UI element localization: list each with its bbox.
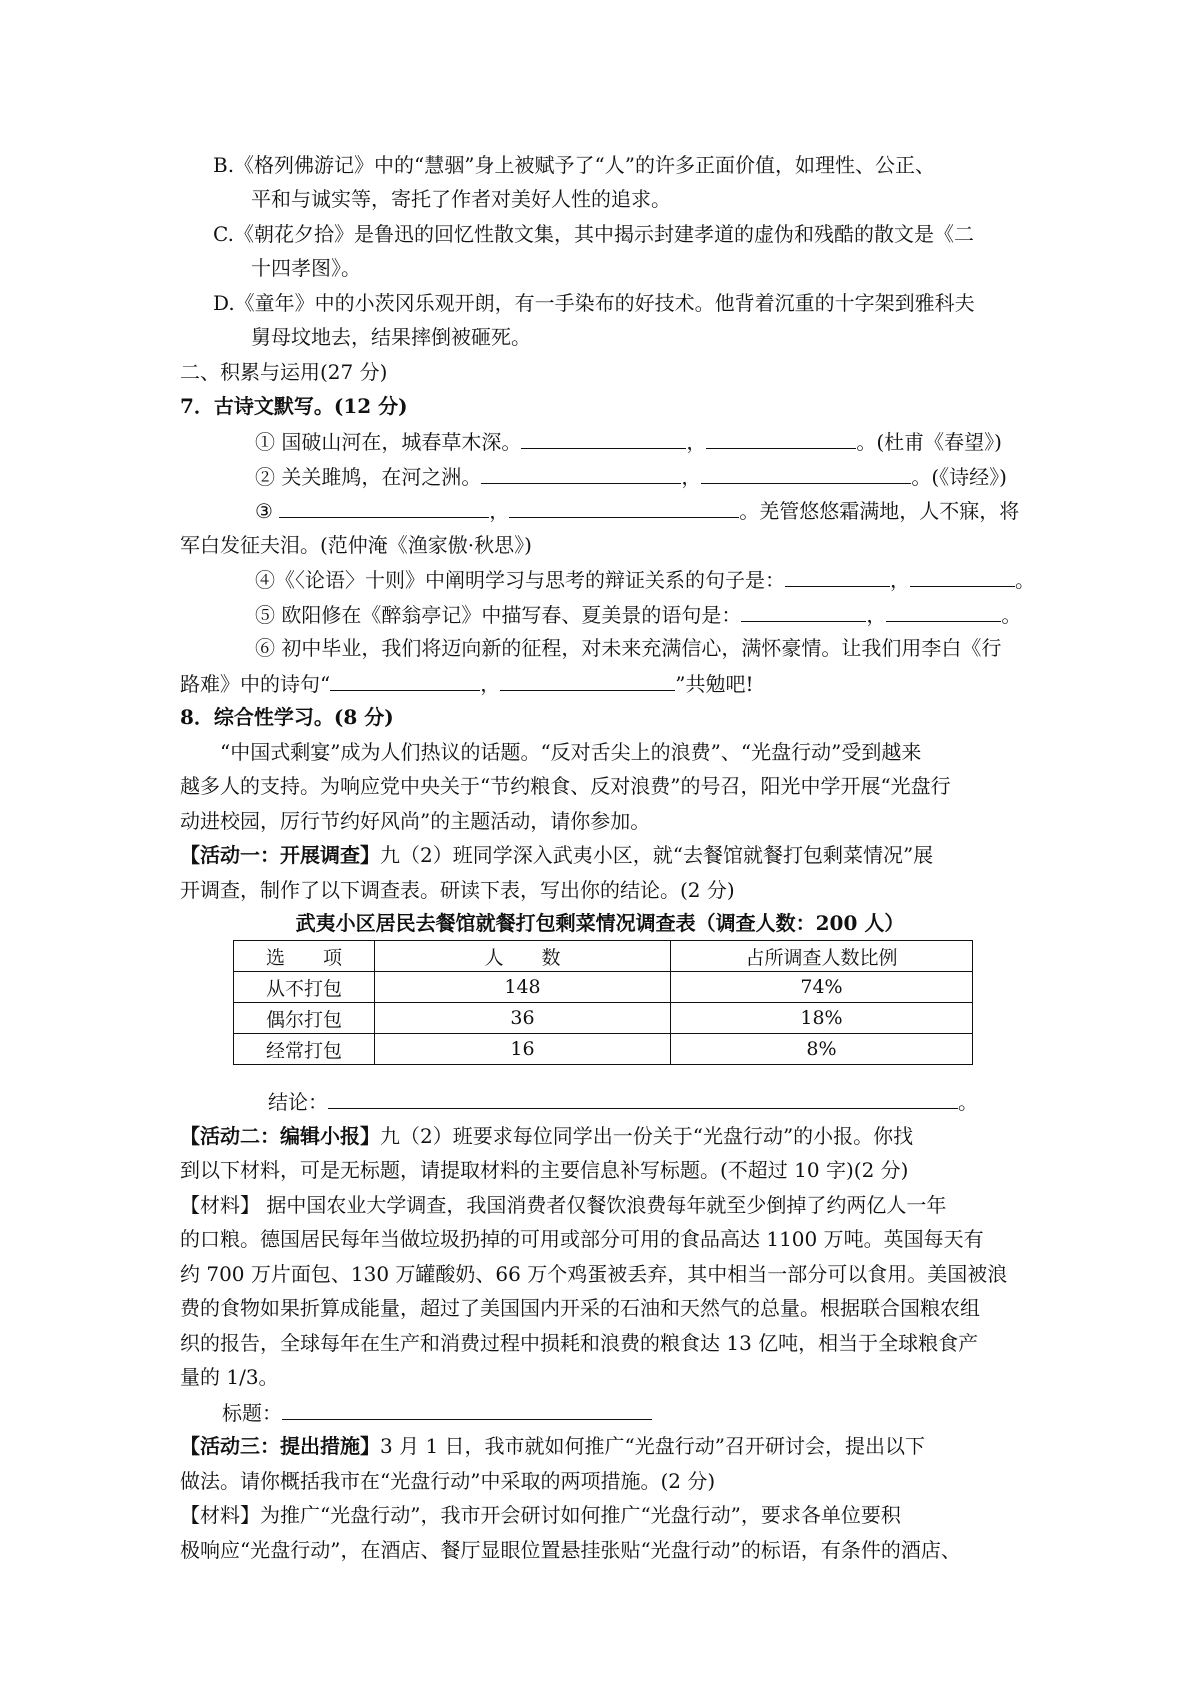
q7-item-6-line2: [180, 668, 754, 699]
q7-item-4: [255, 564, 1035, 595]
answer-blank[interactable]: [886, 599, 1001, 622]
answer-blank[interactable]: [509, 495, 739, 518]
option-d-line1: D.《童年》中的小茨冈乐观开朗，有一手染布的好技术。他背着沉重的十字架到雅科夫: [213, 291, 975, 315]
q8-intro-line3: 动进校园，厉行节约好风尚”的主题活动，请你参加。: [180, 809, 651, 833]
title-line: [222, 1397, 652, 1428]
title-answer-blank[interactable]: [282, 1397, 652, 1420]
material-2-text: 为推广“光盘行动”，我市开会研讨如何推广“光盘行动”，要求各单位要积: [260, 1503, 901, 1527]
table-row: [234, 1034, 973, 1065]
q7-item-3: [255, 495, 1019, 526]
answer-blank[interactable]: [785, 564, 890, 587]
material-1-line1: [180, 1190, 946, 1220]
table-cell: 16: [375, 1034, 671, 1065]
material-1-line4: 费的食物如果折算成能量，超过了美国国内开采的石油和天然气的总量。根据联合国粮农组: [180, 1296, 980, 1320]
activity-2-line2: 到以下材料，可是无标题，请提取材料的主要信息补写标题。(不超过 10 字)(2 分): [180, 1158, 909, 1182]
q7-item-3-line2: 军白发征夫泪。(范仲淹《渔家傲·秋思》): [180, 533, 532, 557]
q7-item-6-line1: ⑥ 初中毕业，我们将迈向新的征程，对未来充满信心，满怀豪情。让我们用李白《行: [255, 636, 1002, 660]
q7-item-1: [255, 426, 1002, 457]
option-c-line1: C.《朝花夕拾》是鲁迅的回忆性散文集，其中揭示封建孝道的虚伪和残酷的散文是《二: [213, 222, 974, 246]
activity-2-label: 【活动二：编辑小报】: [180, 1124, 380, 1148]
answer-blank[interactable]: [706, 426, 856, 449]
material-2-label: 【材料】: [180, 1503, 260, 1527]
separator: ，: [866, 603, 887, 627]
activity-2-line1: [180, 1121, 913, 1151]
activity-1-line2: 开调查，制作了以下调查表。研读下表，写出你的结论。(2 分): [180, 878, 735, 902]
table-header-option: 选 项: [234, 941, 375, 972]
activity-1-text: 九（2）班同学深入武夷小区，就“去餐馆就餐打包剩菜情况”展: [380, 843, 934, 867]
activity-1-line1: [180, 840, 933, 870]
table-cell: 从不打包: [234, 972, 375, 1003]
q7-item-6-text: 路难》中的诗句“: [180, 672, 331, 696]
separator: ，: [890, 568, 910, 592]
activity-3-label: 【活动三：提出措施】: [180, 1434, 380, 1458]
material-1-line5: 织的报告，全球每年在生产和消费过程中损耗和浪费的粮食达 13 亿吨，相当于全球粮食产: [180, 1331, 979, 1355]
material-1-label: 【材料】: [180, 1193, 260, 1217]
q8-intro-line1: “中国式剩宴”成为人们热议的话题。“反对舌尖上的浪费”、“光盘行动”受到越来: [220, 740, 922, 764]
material-1-line6: 量的 1/3。: [180, 1365, 279, 1389]
q7-item-5-text: ⑤ 欧阳修在《醉翁亭记》中描写春、夏美景的语句是：: [255, 603, 742, 627]
material-2-line2: 极响应“光盘行动”，在酒店、餐厅显眼位置悬挂张贴“光盘行动”的标语，有条件的酒店、: [180, 1538, 961, 1562]
answer-blank[interactable]: [521, 426, 686, 449]
activity-3-line1: [180, 1431, 925, 1461]
option-d-line2: 舅母坟地去，结果摔倒被砸死。: [251, 325, 531, 349]
answer-blank[interactable]: [701, 461, 911, 484]
option-b-line2: 平和与诚实等，寄托了作者对美好人性的追求。: [251, 187, 671, 211]
conclusion-line: [268, 1086, 978, 1117]
table-header-row: [234, 941, 973, 972]
title-label: 标题：: [222, 1401, 282, 1425]
table-row: [234, 972, 973, 1003]
activity-1-label: 【活动一：开展调查】: [180, 843, 380, 867]
q7-item-3-text: ③: [255, 499, 280, 523]
table-caption: 武夷小区居民去餐馆就餐打包剩菜情况调查表（调查人数：200 人）: [295, 911, 905, 935]
activity-3-text: 3 月 1 日，我市就如何推广“光盘行动”召开研讨会，提出以下: [380, 1434, 925, 1458]
q7-item-3-continuation: 。羌管悠悠霜满地，人不寐，将: [739, 499, 1020, 523]
answer-blank[interactable]: [330, 668, 480, 691]
q7-item-4-text: ④《〈论语〉十则》中阐明学习与思考的辩证关系的句子是：: [255, 568, 785, 592]
q7-item-6-end: ”共勉吧!: [675, 672, 754, 696]
activity-2-text: 九（2）班要求每位同学出一份关于“光盘行动”的小报。你找: [380, 1124, 914, 1148]
table-row: [234, 1003, 973, 1034]
q7-item-2: [255, 461, 1007, 492]
q8-intro-line2: 越多人的支持。为响应党中央关于“节约粮食、反对浪费”的号召，阳光中学开展“光盘行: [180, 774, 951, 798]
conclusion-answer-blank[interactable]: [328, 1086, 958, 1109]
table-cell: 经常打包: [234, 1034, 375, 1065]
activity-3-line2: 做法。请你概括我市在“光盘行动”中采取的两项措施。(2 分): [180, 1469, 716, 1493]
period: 。: [1001, 603, 1022, 627]
material-1-line2: 的口粮。德国居民每年当做垃圾扔掉的可用或部分可用的食品高达 1100 万吨。英国每天有: [180, 1227, 984, 1251]
q7-item-1-text: ① 国破山河在，城春草木深。: [255, 430, 522, 454]
answer-blank[interactable]: [910, 564, 1015, 587]
table-header-count: 人 数: [375, 941, 671, 972]
period: 。: [958, 1090, 978, 1114]
answer-blank[interactable]: [741, 599, 866, 622]
material-1-line3: 约 700 万片面包、130 万罐酸奶、66 万个鸡蛋被丢弃，其中相当一部分可以食用。美国被浪: [180, 1262, 1008, 1286]
option-b-line1: B.《格列佛游记》中的“慧骃”身上被赋予了“人”的许多正面价值，如理性、公正、: [213, 153, 935, 177]
table-header-ratio: 占所调查人数比例: [671, 941, 973, 972]
answer-blank[interactable]: [481, 461, 681, 484]
q7-item-2-source: 。(《诗经》): [911, 465, 1007, 489]
separator: ，: [489, 499, 510, 523]
table-cell: 18%: [671, 1003, 973, 1034]
material-1-text: 据中国农业大学调查，我国消费者仅餐饮浪费每年就至少倒掉了约两亿人一年: [260, 1193, 947, 1217]
conclusion-label: 结论：: [268, 1090, 328, 1114]
table-cell: 8%: [671, 1034, 973, 1065]
table-cell: 偶尔打包: [234, 1003, 375, 1034]
period: 。: [1015, 568, 1035, 592]
option-c-line2: 十四孝图》。: [251, 256, 361, 280]
separator: ，: [686, 430, 707, 454]
material-2-line1: [180, 1500, 901, 1530]
table-cell: 74%: [671, 972, 973, 1003]
section-heading: 二、积累与运用(27 分): [180, 360, 388, 384]
q7-item-1-source: 。(杜甫《春望》): [856, 430, 1002, 454]
answer-blank[interactable]: [279, 495, 489, 518]
q8-title: 8．综合性学习。(8 分): [180, 705, 394, 729]
separator: ，: [681, 465, 702, 489]
table-cell: 148: [375, 972, 671, 1003]
q7-item-5: [255, 599, 1021, 630]
q7-item-2-text: ② 关关雎鸠，在河之洲。: [255, 465, 482, 489]
answer-blank[interactable]: [500, 668, 675, 691]
survey-table: [233, 940, 973, 1065]
table-cell: 36: [375, 1003, 671, 1034]
separator: ，: [480, 672, 501, 696]
q7-title: 7．古诗文默写。(12 分): [180, 394, 408, 418]
